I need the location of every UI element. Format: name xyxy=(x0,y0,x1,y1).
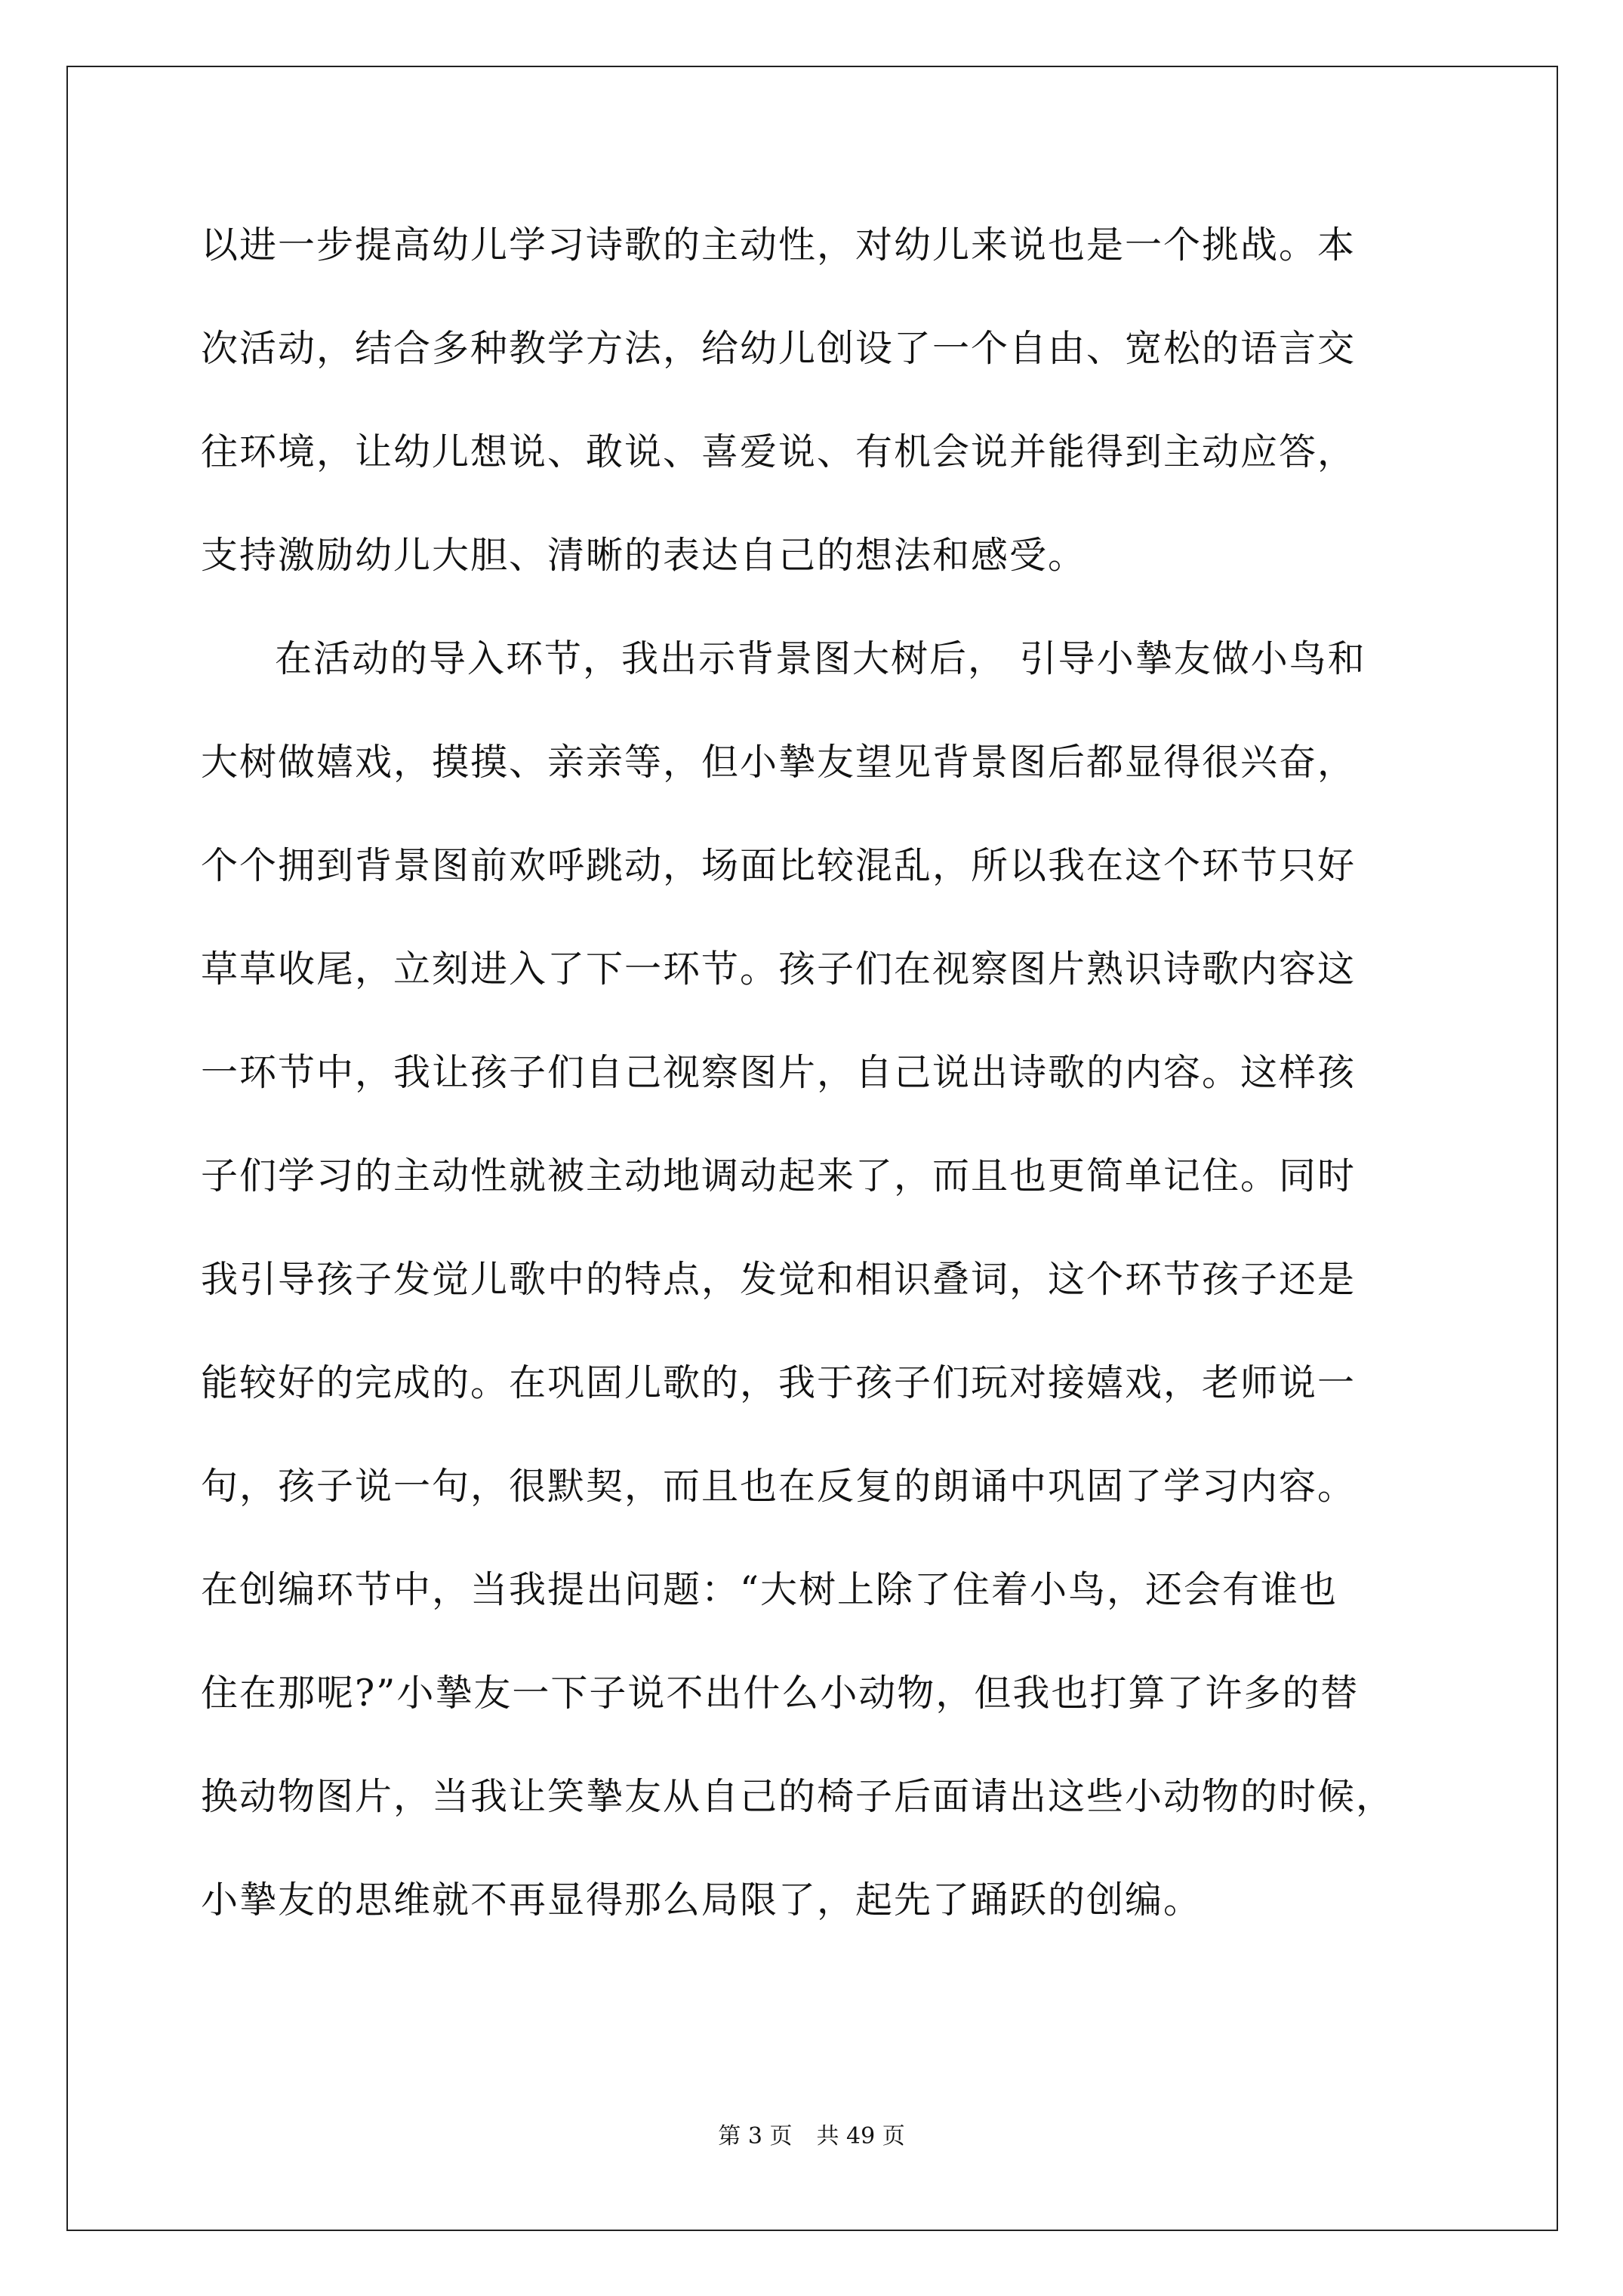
page-number: 第 3 页 xyxy=(718,2123,793,2150)
text-line: 句，孩子说一句，很默契，而且也在反复的朗诵中巩固了学习内容。 xyxy=(201,1465,1357,1508)
text-line: 以进一步提高幼儿学习诗歌的主动性，对幼儿来说也是一个挑战。本 xyxy=(201,223,1357,267)
text-line: 大树做嬉戏，摸摸、亲亲等，但小摯友望见背景图后都显得很兴奋， xyxy=(201,741,1357,784)
text-line: 在创编环节中，当我提出问题：“大树上除了住着小鸟，还会有谁也 xyxy=(201,1568,1338,1611)
text-line: 往环境，让幼儿想说、敢说、喜爱说、有机会说并能得到主动应答， xyxy=(201,430,1357,473)
text-line: 支持激励幼儿大胆、清晰的表达自己的想法和感受。 xyxy=(201,534,1087,577)
text-line: 小摯友的思维就不再显得那么局限了，起先了踊跃的创编。 xyxy=(201,1878,1203,1922)
text-line: 我引导孩子发觉儿歌中的特点，发觉和相识叠词，这个环节孩子还是 xyxy=(201,1258,1357,1301)
paragraph-first-line: 在活动的导入环节，我出示背景图大树后， 引导小摯友做小鸟和 xyxy=(275,637,1366,680)
text-line: 一环节中，我让孩子们自己视察图片，自己说出诗歌的内容。这样孩 xyxy=(201,1051,1357,1094)
page-footer xyxy=(0,2122,1623,2152)
text-line: 草草收尾，立刻进入了下一环节。孩子们在视察图片熟识诗歌内容这 xyxy=(201,948,1357,991)
text-line: 住在那呢?”小摯友一下子说不出什么小动物，但我也打算了许多的替 xyxy=(201,1672,1360,1715)
body-text xyxy=(201,193,1439,1952)
text-line: 子们学习的主动性就被主动地调动起来了，而且也更简单记住。同时 xyxy=(201,1154,1357,1197)
text-line: 换动物图片，当我让笑摯友从自己的椅子后面请出这些小动物的时候， xyxy=(201,1775,1395,1818)
text-line: 能较好的完成的。在巩固儿歌的，我于孩子们玩对接嬉戏，老师说一 xyxy=(201,1361,1357,1404)
text-line: 次活动，结合多种教学方法，给幼儿创设了一个自由、宽松的语言交 xyxy=(201,327,1357,370)
total-pages: 共 49 页 xyxy=(816,2123,905,2150)
text-line: 个个拥到背景图前欢呼跳动，场面比较混乱，所以我在这个环节只好 xyxy=(201,844,1357,887)
